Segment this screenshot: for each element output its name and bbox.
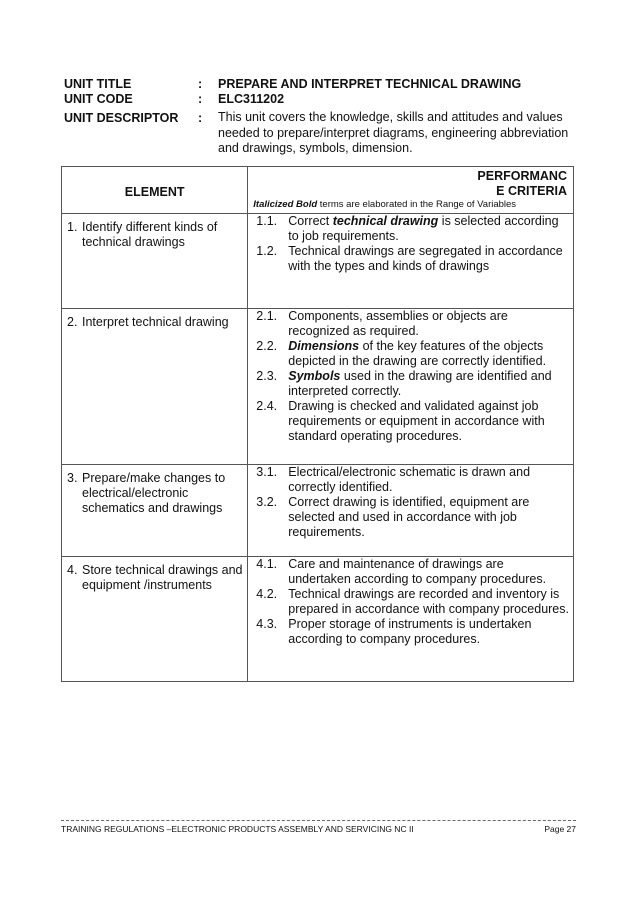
criteria-number: 4.2. <box>256 587 278 601</box>
element-text: Store technical drawings and equipment /instruments <box>82 563 243 592</box>
criteria-text <box>288 339 569 369</box>
criteria-number: 2.3. <box>256 369 278 383</box>
criteria-number: 2.2. <box>256 339 278 353</box>
unit-code: ELC311202 <box>218 92 285 106</box>
criteria-item <box>256 309 569 339</box>
criteria-item <box>256 465 569 495</box>
criteria-text-part: of the key features of the objects depicted in the drawing are correctly identified. <box>288 339 547 368</box>
element-cell <box>62 557 248 682</box>
criteria-text <box>288 214 569 244</box>
page-footer <box>61 824 576 834</box>
element-text: Prepare/make changes to electrical/electronic schematics and drawings <box>82 471 226 515</box>
criteria-item <box>256 214 569 244</box>
criteria-text <box>288 465 569 495</box>
table-row <box>62 309 574 465</box>
pc-header-line2: E CRITERIA <box>496 184 567 198</box>
criteria-number: 4.1. <box>256 557 278 571</box>
unit-descriptor-colon: : <box>198 111 203 125</box>
table-header-row <box>62 167 574 214</box>
note-text: terms are elaborated in the Range of Variables <box>317 199 517 210</box>
criteria-text <box>288 244 569 274</box>
element-text: Identify different kinds of technical drawings <box>82 220 218 249</box>
criteria-text-part: Care and maintenance of drawings are undertaken according to company procedures. <box>288 557 547 586</box>
criteria-cell <box>248 309 574 465</box>
competency-table <box>61 166 574 682</box>
criteria-list <box>248 309 573 448</box>
criteria-text <box>288 617 569 647</box>
criteria-item <box>256 339 569 369</box>
criteria-item <box>256 587 569 617</box>
pc-header-cell <box>248 167 574 214</box>
criteria-text <box>288 399 569 444</box>
criteria-text <box>288 495 569 540</box>
element-cell <box>62 465 248 557</box>
criteria-number: 3.1. <box>256 465 278 479</box>
criteria-key-term: Symbols <box>288 369 341 383</box>
criteria-text <box>288 557 569 587</box>
criteria-item <box>256 369 569 399</box>
table-row <box>62 465 574 557</box>
element-number: 4. <box>67 563 78 577</box>
element-header: ELEMENT <box>124 185 185 199</box>
criteria-text-part: used in the drawing are identified and interpreted correctly. <box>288 369 552 398</box>
criteria-text-part: Technical drawings are segregated in accordance with the types and kinds of drawings <box>288 244 563 273</box>
criteria-key-term: Dimensions <box>288 339 360 353</box>
pc-header-line1: PERFORMANC <box>477 169 567 183</box>
unit-descriptor: This unit covers the knowledge, skills and attitudes and values needed to prepare/interpret diagrams, engineering abbreviation and drawings, symbols, dimension. <box>218 110 569 155</box>
unit-title: PREPARE AND INTERPRET TECHNICAL DRAWING <box>218 77 522 91</box>
element-text: Interpret technical drawing <box>82 315 229 329</box>
unit-code-label: UNIT CODE <box>64 92 133 106</box>
criteria-number: 2.4. <box>256 399 278 413</box>
criteria-key-term: technical drawing <box>332 214 439 228</box>
range-of-variables-note <box>253 197 516 212</box>
element-number: 2. <box>67 315 78 329</box>
criteria-text-part: Proper storage of instruments is undertaken according to company procedures. <box>288 617 532 646</box>
criteria-text <box>288 309 569 339</box>
criteria-text-part: is selected according to job requirements. <box>288 214 559 243</box>
element-cell <box>62 309 248 465</box>
criteria-item <box>256 244 569 274</box>
criteria-list <box>248 465 573 544</box>
pc-header <box>477 169 567 199</box>
note-bold: Italicized Bold <box>253 199 318 210</box>
criteria-number: 3.2. <box>256 495 278 509</box>
criteria-text-part: Electrical/electronic schematic is drawn and correctly identified. <box>288 465 531 494</box>
criteria-number: 2.1. <box>256 309 278 323</box>
criteria-text <box>288 587 569 617</box>
unit-descriptor-label: UNIT DESCRIPTOR <box>64 111 179 125</box>
element-number: 1. <box>67 220 78 234</box>
criteria-cell <box>248 557 574 682</box>
criteria-text-part: Correct drawing is identified, equipment are selected and used in accordance with job requirements. <box>288 495 530 539</box>
criteria-item <box>256 495 569 540</box>
criteria-text-part: Correct <box>288 214 333 228</box>
unit-title-label: UNIT TITLE <box>64 77 132 91</box>
element-number: 3. <box>67 471 78 485</box>
criteria-cell <box>248 214 574 309</box>
element-cell <box>62 214 248 309</box>
criteria-list <box>248 214 573 278</box>
criteria-text-part: Drawing is checked and validated against job requirements or equipment in accordance with standard operating procedures. <box>288 399 545 443</box>
criteria-item <box>256 617 569 647</box>
criteria-item <box>256 399 569 444</box>
unit-code-colon: : <box>198 92 203 106</box>
criteria-number: 1.2. <box>256 244 278 258</box>
element-header-cell <box>62 167 248 214</box>
criteria-number: 4.3. <box>256 617 278 631</box>
footer-divider <box>61 820 576 821</box>
criteria-text-part: Technical drawings are recorded and inventory is prepared in accordance with company procedures. <box>288 587 569 616</box>
criteria-cell <box>248 465 574 557</box>
criteria-list <box>248 557 573 651</box>
criteria-text-part: Components, assemblies or objects are recognized as required. <box>288 309 508 338</box>
criteria-number: 1.1. <box>256 214 278 228</box>
table-row <box>62 214 574 309</box>
criteria-text <box>288 369 569 399</box>
table-row <box>62 557 574 682</box>
unit-title-colon: : <box>198 77 203 91</box>
footer-title: TRAINING REGULATIONS –ELECTRONIC PRODUCTS ASSEMBLY AND SERVICING NC II <box>61 824 414 834</box>
page-number: Page 27 <box>544 824 576 834</box>
criteria-item <box>256 557 569 587</box>
